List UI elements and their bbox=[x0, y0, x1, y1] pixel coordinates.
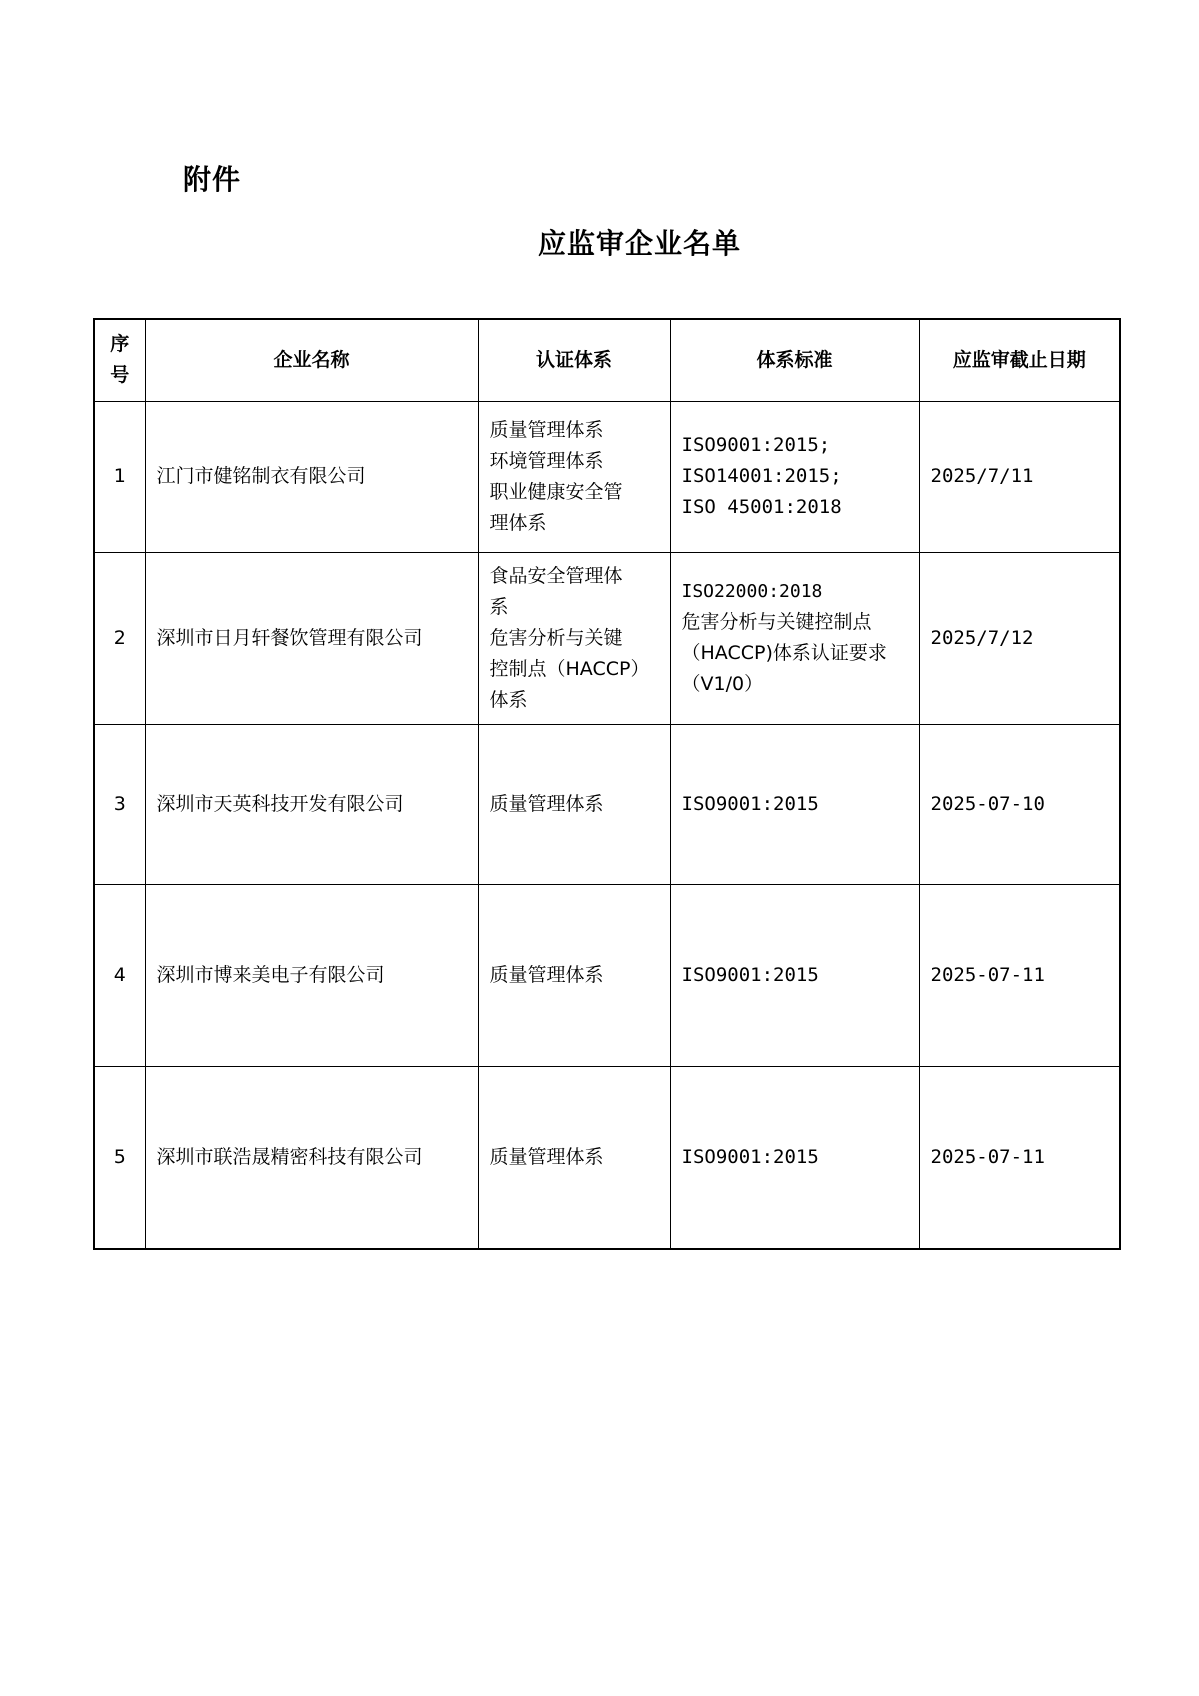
header-no-line1: 序 bbox=[110, 333, 130, 356]
standard-line: 危害分析与关键控制点 bbox=[681, 611, 872, 633]
row-system bbox=[478, 1066, 670, 1249]
table-row bbox=[94, 1066, 1120, 1249]
system-line: 质量管理体系 bbox=[489, 792, 604, 815]
standard-line: ISO9001:2015 bbox=[681, 963, 819, 986]
system-line: 系 bbox=[489, 595, 509, 618]
row-no: 5 bbox=[94, 1066, 145, 1249]
row-no: 2 bbox=[94, 552, 145, 724]
company-table bbox=[93, 318, 1121, 1250]
header-company: 企业名称 bbox=[145, 319, 478, 401]
standard-line: ISO22000:2018 bbox=[681, 581, 823, 602]
row-deadline: 2025-07-11 bbox=[919, 1066, 1120, 1249]
row-system bbox=[478, 552, 670, 724]
standard-line: （V1/0） bbox=[681, 673, 764, 695]
header-no-line2: 号 bbox=[110, 364, 130, 387]
row-system bbox=[478, 724, 670, 884]
system-line: 环境管理体系 bbox=[489, 449, 604, 472]
page-title: 应监审企业名单 bbox=[537, 227, 741, 260]
system-line: 食品安全管理体 bbox=[489, 564, 623, 587]
header-system: 认证体系 bbox=[478, 319, 670, 401]
row-no: 1 bbox=[94, 401, 145, 552]
table-header-row bbox=[94, 319, 1120, 401]
row-company: 江门市健铭制衣有限公司 bbox=[145, 401, 478, 552]
row-no: 3 bbox=[94, 724, 145, 884]
system-line: 控制点（HACCP） bbox=[489, 657, 650, 680]
row-company: 深圳市联浩晟精密科技有限公司 bbox=[145, 1066, 478, 1249]
table-row bbox=[94, 724, 1120, 884]
row-standard bbox=[670, 552, 919, 724]
system-line: 职业健康安全管 bbox=[489, 480, 623, 503]
standard-line: ISO14001:2015; bbox=[681, 465, 842, 487]
system-line: 质量管理体系 bbox=[489, 418, 604, 441]
system-line: 质量管理体系 bbox=[489, 1145, 604, 1168]
system-line: 理体系 bbox=[489, 511, 547, 534]
system-line: 危害分析与关键 bbox=[489, 626, 623, 649]
row-standard bbox=[670, 724, 919, 884]
table-row bbox=[94, 552, 1120, 724]
row-standard bbox=[670, 1066, 919, 1249]
row-company: 深圳市日月轩餐饮管理有限公司 bbox=[145, 552, 478, 724]
standard-line: ISO 45001:2018 bbox=[681, 496, 842, 518]
standard-line: ISO9001:2015 bbox=[681, 1145, 819, 1168]
attachment-label: 附件 bbox=[183, 163, 242, 196]
table-row bbox=[94, 401, 1120, 552]
row-standard bbox=[670, 401, 919, 552]
system-line: 体系 bbox=[489, 688, 528, 711]
header-no bbox=[94, 319, 145, 401]
standard-line: ISO9001:2015 bbox=[681, 792, 819, 815]
row-deadline: 2025/7/12 bbox=[919, 552, 1120, 724]
row-system bbox=[478, 884, 670, 1066]
header-standard: 体系标准 bbox=[670, 319, 919, 401]
header-deadline: 应监审截止日期 bbox=[919, 319, 1120, 401]
standard-line: ISO9001:2015; bbox=[681, 434, 831, 456]
row-deadline: 2025/7/11 bbox=[919, 401, 1120, 552]
row-standard bbox=[670, 884, 919, 1066]
system-line: 质量管理体系 bbox=[489, 963, 604, 986]
row-deadline: 2025-07-11 bbox=[919, 884, 1120, 1066]
standard-line: （HACCP)体系认证要求 bbox=[681, 642, 887, 664]
row-system bbox=[478, 401, 670, 552]
row-no: 4 bbox=[94, 884, 145, 1066]
row-deadline: 2025-07-10 bbox=[919, 724, 1120, 884]
row-company: 深圳市天英科技开发有限公司 bbox=[145, 724, 478, 884]
row-company: 深圳市博来美电子有限公司 bbox=[145, 884, 478, 1066]
table-row bbox=[94, 884, 1120, 1066]
